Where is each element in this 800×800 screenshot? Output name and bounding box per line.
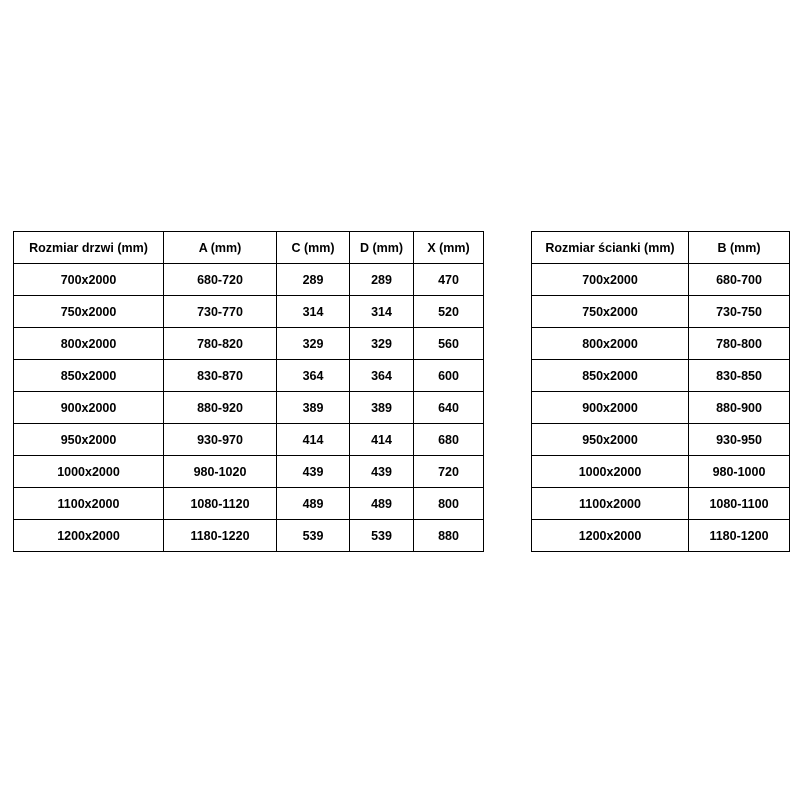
cell-a: 1180-1220 bbox=[164, 520, 277, 552]
cell-a: 730-770 bbox=[164, 296, 277, 328]
cell-x: 720 bbox=[414, 456, 484, 488]
table-row bbox=[14, 328, 484, 360]
cell-wall-size: 850x2000 bbox=[532, 360, 689, 392]
cell-c: 414 bbox=[277, 424, 350, 456]
cell-x: 520 bbox=[414, 296, 484, 328]
cell-c: 439 bbox=[277, 456, 350, 488]
cell-b: 880-900 bbox=[689, 392, 790, 424]
cell-wall-size: 1200x2000 bbox=[532, 520, 689, 552]
table-row bbox=[14, 264, 484, 296]
column-header-d: D (mm) bbox=[350, 232, 414, 264]
cell-door-size: 700x2000 bbox=[14, 264, 164, 296]
table-row bbox=[532, 392, 790, 424]
table-row bbox=[14, 520, 484, 552]
cell-d: 439 bbox=[350, 456, 414, 488]
cell-wall-size: 900x2000 bbox=[532, 392, 689, 424]
table-row bbox=[532, 264, 790, 296]
column-header-c: C (mm) bbox=[277, 232, 350, 264]
cell-x: 680 bbox=[414, 424, 484, 456]
cell-x: 800 bbox=[414, 488, 484, 520]
cell-c: 364 bbox=[277, 360, 350, 392]
table-row bbox=[14, 392, 484, 424]
column-header-x: X (mm) bbox=[414, 232, 484, 264]
cell-a: 930-970 bbox=[164, 424, 277, 456]
cell-door-size: 950x2000 bbox=[14, 424, 164, 456]
doors-table-body bbox=[14, 264, 484, 552]
wall-size-table-block bbox=[531, 231, 789, 552]
cell-door-size: 1200x2000 bbox=[14, 520, 164, 552]
table-row bbox=[532, 360, 790, 392]
cell-a: 680-720 bbox=[164, 264, 277, 296]
wall-size-table bbox=[531, 231, 790, 552]
table-row bbox=[532, 488, 790, 520]
cell-d: 364 bbox=[350, 360, 414, 392]
column-header-wall-size: Rozmiar ścianki (mm) bbox=[532, 232, 689, 264]
cell-d: 539 bbox=[350, 520, 414, 552]
column-header-a: A (mm) bbox=[164, 232, 277, 264]
cell-c: 314 bbox=[277, 296, 350, 328]
column-header-b: B (mm) bbox=[689, 232, 790, 264]
cell-a: 880-920 bbox=[164, 392, 277, 424]
cell-d: 489 bbox=[350, 488, 414, 520]
wall-table-body bbox=[532, 264, 790, 552]
cell-wall-size: 1000x2000 bbox=[532, 456, 689, 488]
wall-table-head bbox=[532, 232, 790, 264]
cell-b: 980-1000 bbox=[689, 456, 790, 488]
table-row bbox=[532, 456, 790, 488]
cell-x: 640 bbox=[414, 392, 484, 424]
cell-wall-size: 800x2000 bbox=[532, 328, 689, 360]
cell-door-size: 800x2000 bbox=[14, 328, 164, 360]
cell-b: 1080-1100 bbox=[689, 488, 790, 520]
table-row bbox=[14, 296, 484, 328]
cell-d: 414 bbox=[350, 424, 414, 456]
cell-wall-size: 950x2000 bbox=[532, 424, 689, 456]
cell-d: 389 bbox=[350, 392, 414, 424]
cell-x: 560 bbox=[414, 328, 484, 360]
cell-b: 1180-1200 bbox=[689, 520, 790, 552]
table-row bbox=[532, 424, 790, 456]
cell-wall-size: 700x2000 bbox=[532, 264, 689, 296]
cell-wall-size: 750x2000 bbox=[532, 296, 689, 328]
cell-c: 489 bbox=[277, 488, 350, 520]
cell-door-size: 750x2000 bbox=[14, 296, 164, 328]
cell-b: 730-750 bbox=[689, 296, 790, 328]
table-row bbox=[14, 456, 484, 488]
cell-a: 1080-1120 bbox=[164, 488, 277, 520]
cell-b: 830-850 bbox=[689, 360, 790, 392]
cell-door-size: 900x2000 bbox=[14, 392, 164, 424]
table-header-row bbox=[532, 232, 790, 264]
cell-a: 980-1020 bbox=[164, 456, 277, 488]
doors-size-table bbox=[13, 231, 484, 552]
cell-x: 880 bbox=[414, 520, 484, 552]
cell-x: 600 bbox=[414, 360, 484, 392]
table-row bbox=[532, 520, 790, 552]
cell-x: 470 bbox=[414, 264, 484, 296]
cell-c: 539 bbox=[277, 520, 350, 552]
column-header-door-size: Rozmiar drzwi (mm) bbox=[14, 232, 164, 264]
table-row bbox=[14, 424, 484, 456]
cell-door-size: 850x2000 bbox=[14, 360, 164, 392]
cell-c: 289 bbox=[277, 264, 350, 296]
cell-a: 780-820 bbox=[164, 328, 277, 360]
cell-b: 680-700 bbox=[689, 264, 790, 296]
table-header-row bbox=[14, 232, 484, 264]
cell-d: 329 bbox=[350, 328, 414, 360]
cell-a: 830-870 bbox=[164, 360, 277, 392]
table-row bbox=[14, 488, 484, 520]
cell-b: 780-800 bbox=[689, 328, 790, 360]
doors-size-table-block bbox=[13, 231, 483, 552]
cell-door-size: 1000x2000 bbox=[14, 456, 164, 488]
doors-table-head bbox=[14, 232, 484, 264]
cell-door-size: 1100x2000 bbox=[14, 488, 164, 520]
cell-c: 329 bbox=[277, 328, 350, 360]
cell-d: 314 bbox=[350, 296, 414, 328]
cell-d: 289 bbox=[350, 264, 414, 296]
cell-c: 389 bbox=[277, 392, 350, 424]
cell-wall-size: 1100x2000 bbox=[532, 488, 689, 520]
table-row bbox=[532, 296, 790, 328]
table-row bbox=[14, 360, 484, 392]
tables-container bbox=[0, 231, 800, 552]
cell-b: 930-950 bbox=[689, 424, 790, 456]
table-row bbox=[532, 328, 790, 360]
